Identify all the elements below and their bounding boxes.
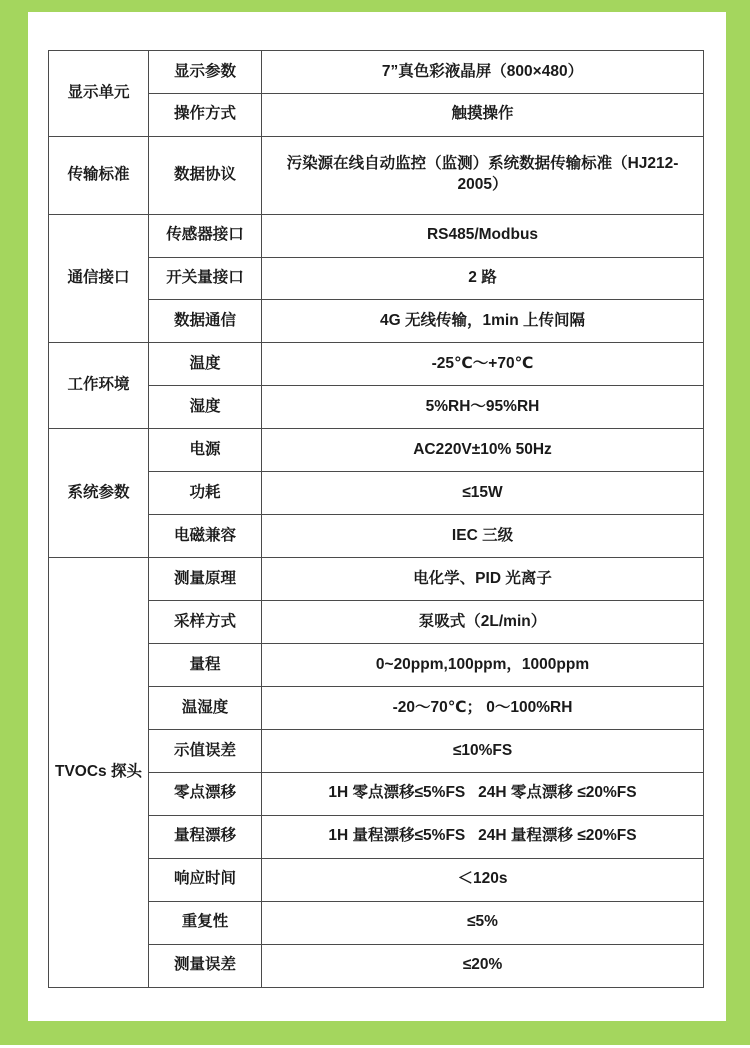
value-cell: 泵吸式（2L/min）: [262, 601, 704, 644]
param-cell: 示值误差: [149, 729, 262, 772]
page-background: [28, 12, 726, 1021]
param-cell: 量程漂移: [149, 815, 262, 858]
value-cell: 5%RH～95%RH: [262, 386, 704, 429]
value-cell: ≤15W: [262, 472, 704, 515]
param-cell: 数据通信: [149, 300, 262, 343]
table-row: [49, 343, 704, 386]
param-cell: 显示参数: [149, 51, 262, 94]
value-cell: 7”真色彩液晶屏（800×480）: [262, 51, 704, 94]
param-cell: 电源: [149, 429, 262, 472]
value-cell: RS485/Modbus: [262, 214, 704, 257]
value-cell: AC220V±10% 50Hz: [262, 429, 704, 472]
param-cell: 操作方式: [149, 93, 262, 136]
param-cell: 温度: [149, 343, 262, 386]
table-row: [49, 429, 704, 472]
value-cell: 污染源在线自动监控（监测）系统数据传输标准（HJ212-2005）: [262, 136, 704, 214]
category-cell: 显示单元: [49, 51, 149, 137]
category-cell: 传输标准: [49, 136, 149, 214]
category-cell: 工作环境: [49, 343, 149, 429]
spec-table: [48, 50, 704, 988]
value-cell: ≤5%: [262, 901, 704, 944]
value-cell: 4G 无线传输，1min 上传间隔: [262, 300, 704, 343]
param-cell: 湿度: [149, 386, 262, 429]
category-cell: 通信接口: [49, 214, 149, 343]
param-cell: 开关量接口: [149, 257, 262, 300]
param-cell: 温湿度: [149, 687, 262, 730]
value-cell: IEC 三级: [262, 515, 704, 558]
param-cell: 量程: [149, 644, 262, 687]
param-cell: 重复性: [149, 901, 262, 944]
category-cell: 系统参数: [49, 429, 149, 558]
table-row: [49, 51, 704, 94]
value-cell: 2 路: [262, 257, 704, 300]
table-row: [49, 558, 704, 601]
param-cell: 零点漂移: [149, 772, 262, 815]
table-row: [49, 136, 704, 214]
value-cell: 触摸操作: [262, 93, 704, 136]
value-cell: ≤10%FS: [262, 729, 704, 772]
param-cell: 测量误差: [149, 944, 262, 987]
param-cell: 电磁兼容: [149, 515, 262, 558]
param-cell: 采样方式: [149, 601, 262, 644]
value-cell: ＜120s: [262, 858, 704, 901]
param-cell: 传感器接口: [149, 214, 262, 257]
table-row: [49, 214, 704, 257]
value-cell: 0~20ppm,100ppm，1000ppm: [262, 644, 704, 687]
param-cell: 测量原理: [149, 558, 262, 601]
value-cell: -20～70℃； 0～100%RH: [262, 687, 704, 730]
value-cell: 1H 零点漂移≤5%FS 24H 零点漂移 ≤20%FS: [262, 772, 704, 815]
param-cell: 数据协议: [149, 136, 262, 214]
category-cell: TVOCs 探头: [49, 558, 149, 988]
value-cell: ≤20%: [262, 944, 704, 987]
param-cell: 功耗: [149, 472, 262, 515]
value-cell: 1H 量程漂移≤5%FS 24H 量程漂移 ≤20%FS: [262, 815, 704, 858]
value-cell: -25℃～+70℃: [262, 343, 704, 386]
param-cell: 响应时间: [149, 858, 262, 901]
value-cell: 电化学、PID 光离子: [262, 558, 704, 601]
